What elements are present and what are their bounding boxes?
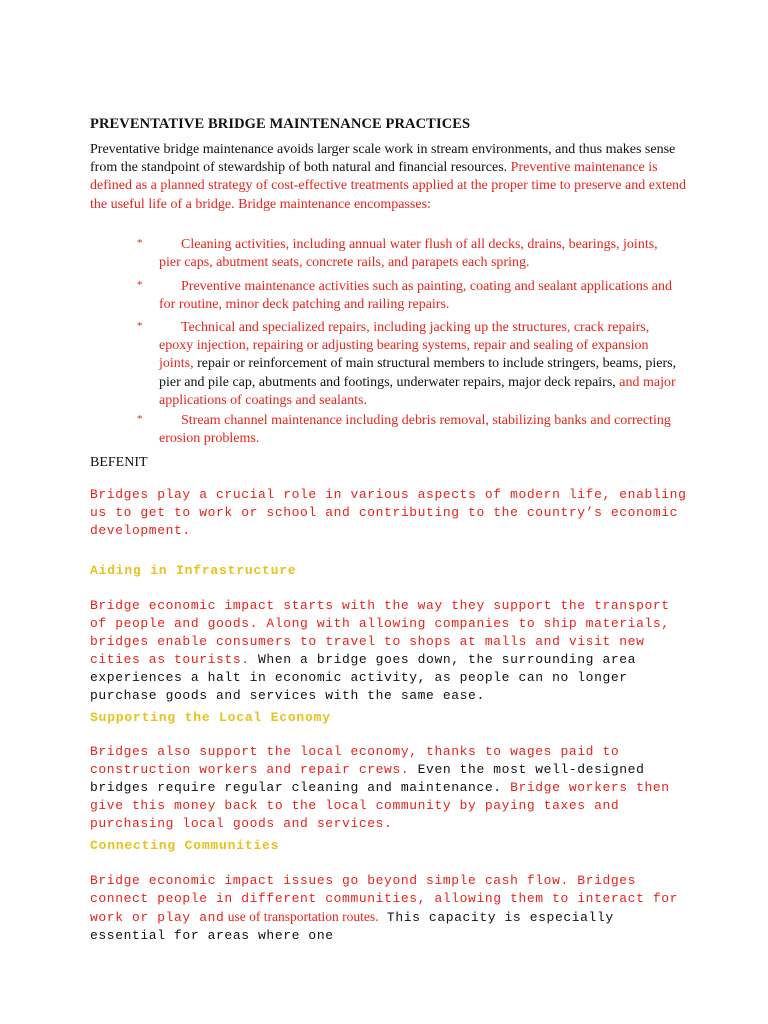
section-heading-infrastructure: Aiding in Infrastructure [90,563,297,578]
list-item [0,319,679,410]
list-item-black-text: repair or reinforcement of main structural members to include stringers, beams, piers, pier and pile cap, abutments and footings, underwater repairs, major deck repairs, [159,356,677,390]
list-item-text [159,319,679,410]
list-item-red-text: Stream channel maintenance including debris removal, stabilizing banks and correcting erosion problems. [159,413,671,447]
infrastructure-black-text: When a bridge goes down, the surrounding area experiences a halt in economic activity, as people can no longer purchase goods and services with the same ease. [90,652,637,703]
bullet-star-icon: * [137,413,143,425]
connecting-red-serif-text: use of transportation routes. [224,909,379,924]
local-economy-red-text-2: Bridge workers then give this money back to the local community by paying taxes and purchasing local goods and services. [90,780,670,831]
list-item [0,236,679,272]
local-economy-black-text: Even the most well-designed bridges require regular cleaning and maintenance. [90,762,645,795]
infrastructure-red-text: Bridge economic impact starts with the way they support the transport of people and goods. Along with allowing companies to ship materials, bridges enable consumers to travel to shops at malls and visit new cities as tourists. [90,598,670,667]
benefit-intro-paragraph: Bridges play a crucial role in various aspects of modern life, enabling us to get to work or school and contributing to the country’s economic development. [90,487,687,538]
benefit-label: BEFENIT [90,455,148,470]
connecting-red-text: Bridge economic impact issues go beyond simple cash flow. Bridges connect people in different communities, allowing them to interact for work or play and [90,873,679,925]
intro-text-black: Preventative bridge maintenance avoids larger scale work in stream environments, and thus makes sense from the standpoint of stewardship of both natural and financial resources. [90,142,676,176]
local-economy-red-text: Bridges also support the local economy, thanks to wages paid to construction workers and repair crews. [90,744,620,777]
list-item-text [159,236,679,272]
list-item-red-text: Technical and specialized repairs, including jacking up the structures, crack repairs, epoxy injection, repairing or adjusting bearing systems, repair and sealing of expansion joints, [159,320,650,372]
section-heading-local-economy: Supporting the Local Economy [90,710,331,725]
bullet-star-icon: * [137,320,143,332]
page-title: PREVENTATIVE BRIDGE MAINTENANCE PRACTICES [90,116,471,132]
intro-paragraph [90,141,690,214]
bullet-star-icon: * [137,279,143,291]
infrastructure-paragraph [90,597,690,705]
list-item-text [159,278,679,314]
connecting-communities-paragraph [90,872,690,945]
list-item-red-text: Cleaning activities, including annual water flush of all decks, drains, bearings, joints, pier caps, abutment seats, concrete rails, and parapets each spring. [159,237,658,271]
list-item-red-text: Preventive maintenance activities such as painting, coating and sealant applications and for routine, minor deck patching and railing repairs. [159,279,673,313]
connecting-black-text: This capacity is especially essential for areas where one [90,910,614,943]
section-heading-connecting-communities: Connecting Communities [90,838,280,853]
list-item-red-text-2: and major applications of coatings and sealants. [159,374,676,408]
list-item [0,278,679,314]
list-item [0,412,679,448]
intro-text-red: Preventive maintenance is defined as a planned strategy of cost-effective treatments applied at the proper time to preserve and extend the useful life of a bridge. Bridge maintenance encompasses: [90,160,687,212]
bullet-star-icon: * [137,237,143,249]
list-item-text [159,412,679,448]
local-economy-paragraph [90,743,690,833]
